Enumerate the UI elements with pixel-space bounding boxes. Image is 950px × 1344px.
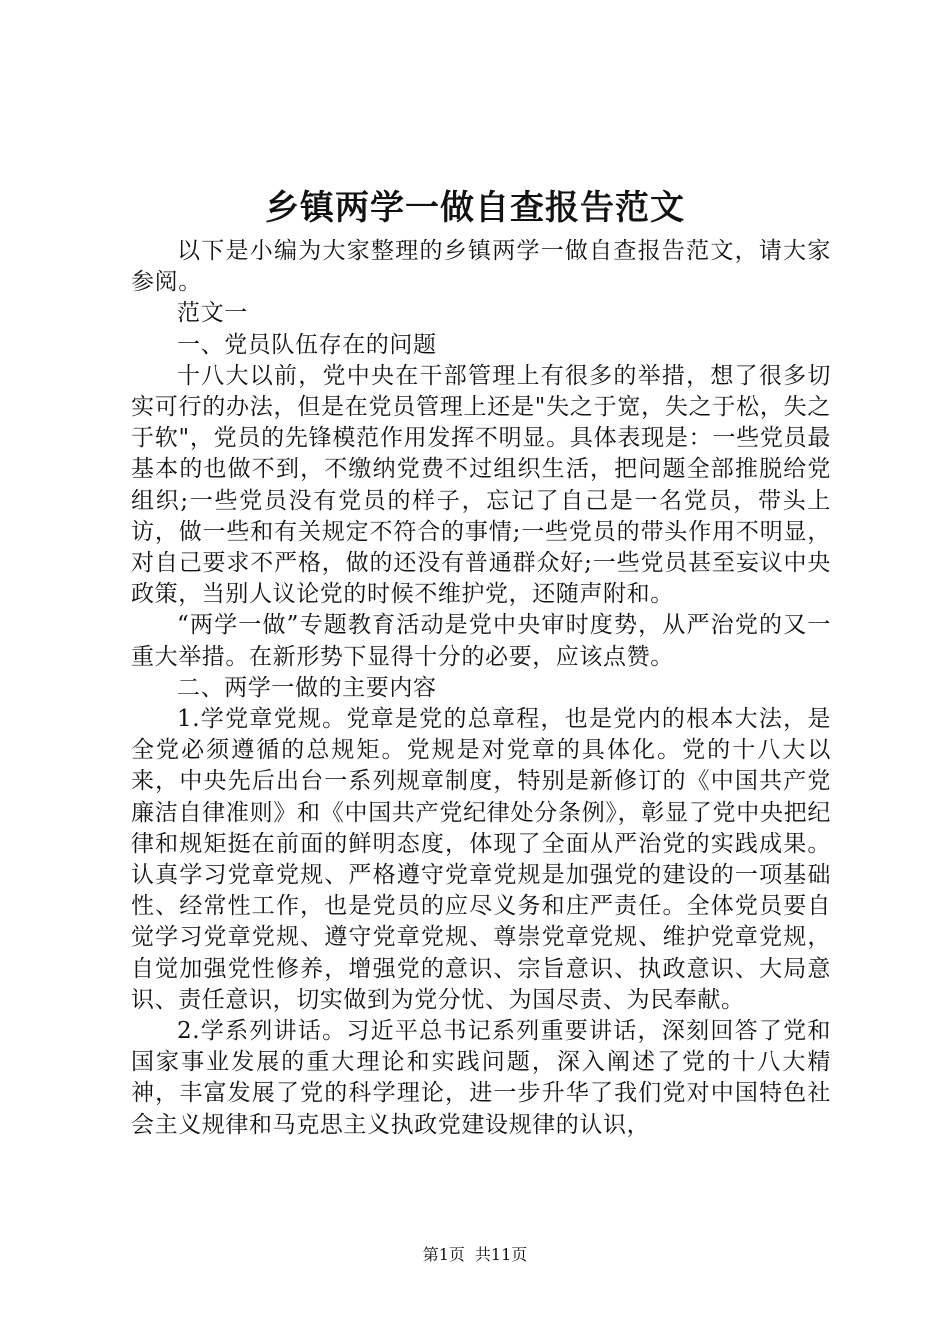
document-body <box>131 236 831 1141</box>
page-number: 第1页 <box>422 1245 465 1264</box>
paragraph-party-rules: 1.学党章党规。党章是党的总章程，也是党内的根本大法，是全党必须遵循的总规矩。党规是对党章的具体化。党的十八大以来，中央先后出台一系列规章制度，特别是新修订的《中国共产党廉洁自律准则》和《中国共产党纪律处分条例》，彰显了党中央把纪律和规矩挺在前面的鲜明态度，体现了全面从严治党的实践成果。认真学习党章党规、严格遵守党章党规是加强党的建设的一项基础性、经常性工作，也是党员的应尽义务和庄严责任。全体党员要自觉学习党章党规、遵守党章党规、尊崇党章党规、维护党章党规，自觉加强党性修养，增强党的意识、宗旨意识、执政意识、大局意识、责任意识，切实做到为党分忧、为国尽责、为民奉献。 <box>131 706 831 1013</box>
section-label-fanwen-1: 范文一 <box>177 300 248 327</box>
paragraph-campaign: “两学一做”专题教育活动是党中央审时度势，从严治党的又一重大举措。在新形势下显得十分的必要，应该点赞。 <box>131 612 831 670</box>
page-total: 共11页 <box>474 1245 528 1264</box>
page-footer <box>0 1243 950 1267</box>
heading-main-content: 二、两学一做的主要内容 <box>177 674 437 701</box>
paragraph-problems: 十八大以前，党中央在干部管理上有很多的举措，想了很多切实可行的办法，但是在党员管理上还是"失之于宽，失之于松，失之于软"，党员的先锋模范作用发挥不明显。具体表现是：一些党员最基本的也做不到，不缴纳党费不过组织生活，把问题全部推脱给党组织;一些党员没有党员的样子，忘记了自己是一名党员，带头上访，做一些和有关规定不符合的事情;一些党员的带头作用不明显，对自己要求不严格，做的还没有普通群众好;一些党员甚至妄议中央政策，当别人议论党的时候不维护党，还随声附和。 <box>131 362 831 608</box>
intro-paragraph: 以下是小编为大家整理的乡镇两学一做自查报告范文，请大家参阅。 <box>131 238 831 296</box>
document-title: 乡镇两学一做自查报告范文 <box>265 188 685 228</box>
paragraph-speeches: 2.学系列讲话。习近平总书记系列重要讲话，深刻回答了党和国家事业发展的重大理论和实践问题，深入阐述了党的十八大精神，丰富发展了党的科学理论，进一步升华了我们党对中国特色社会主义规律和马克思主义执政党建设规律的认识， <box>131 1018 831 1138</box>
heading-problems: 一、党员队伍存在的问题 <box>177 331 437 358</box>
